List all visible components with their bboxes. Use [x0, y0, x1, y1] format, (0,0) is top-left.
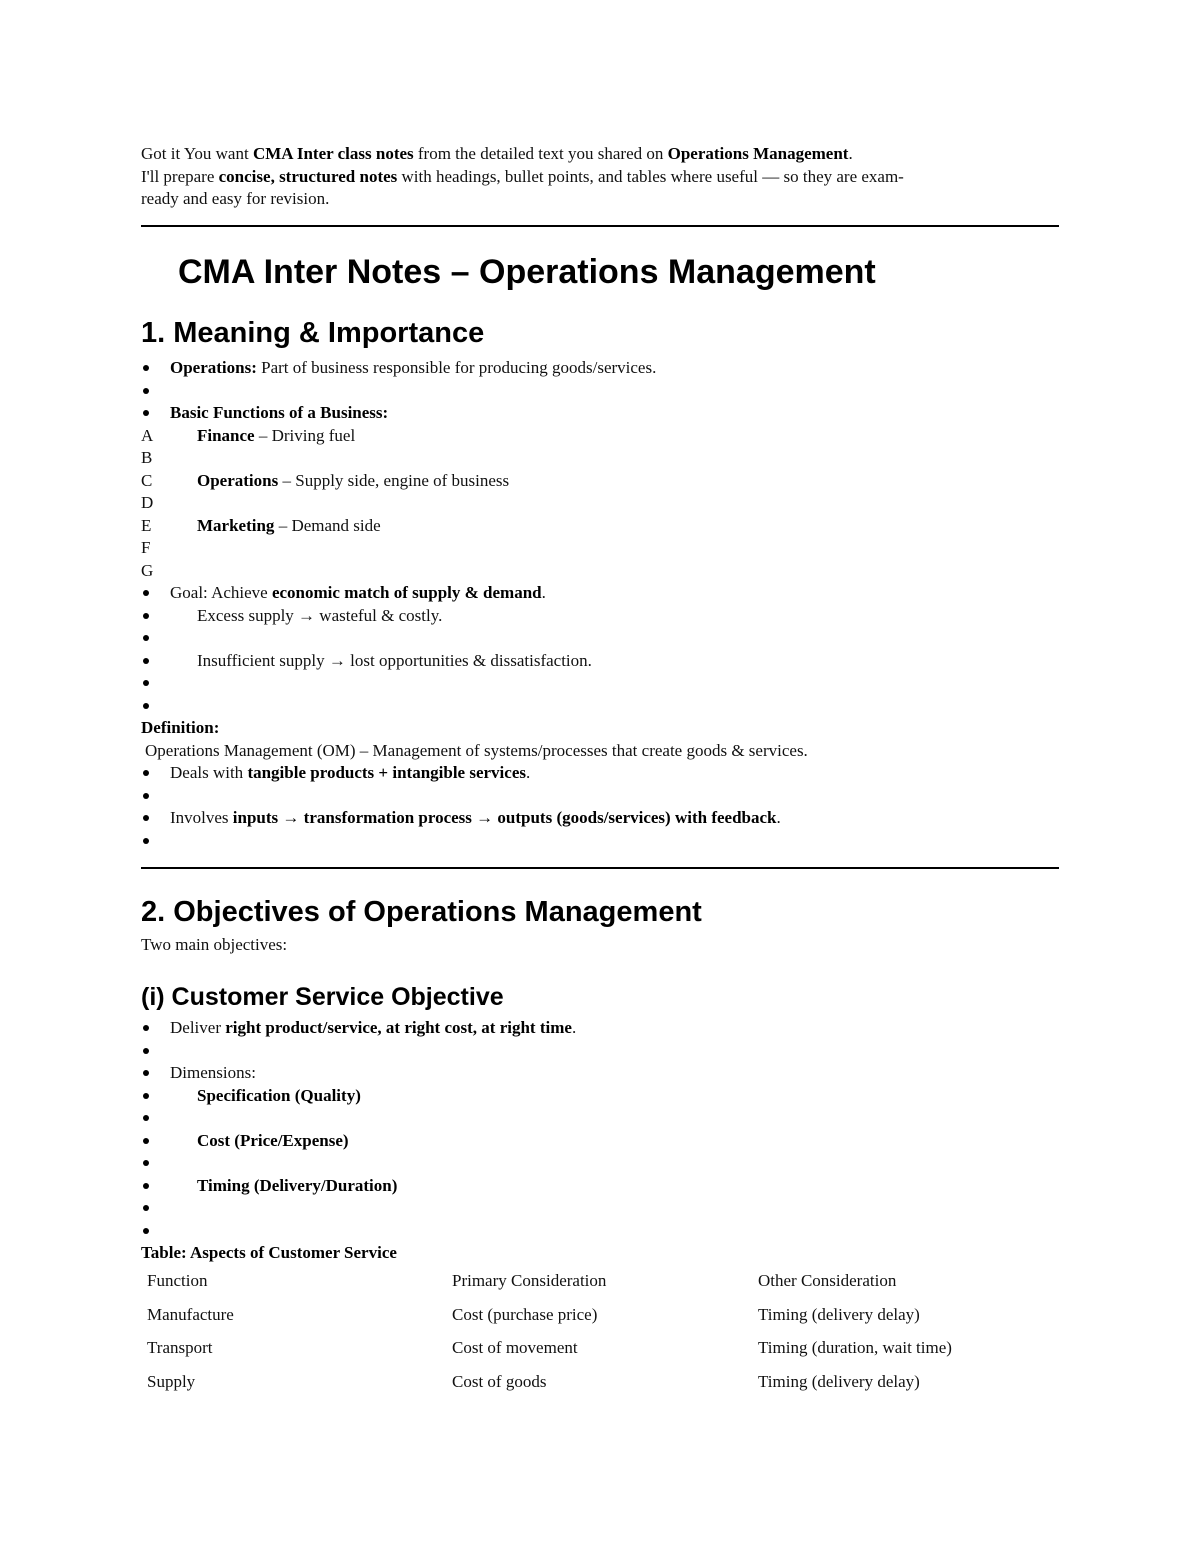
bullet-icon [143, 613, 149, 619]
bullet-icon [143, 410, 149, 416]
list-item [141, 1040, 1061, 1063]
bullet-icon [143, 838, 149, 844]
intro-line-3: ready and easy for revision. [141, 189, 330, 208]
definition-label: Definition: [141, 718, 220, 737]
intro-paragraph [141, 143, 1061, 211]
function-marker: D [141, 493, 154, 512]
bullet-icon [143, 1228, 149, 1234]
function-marker: G [141, 560, 154, 580]
bullet-icon [143, 365, 149, 371]
table-row [141, 1337, 1041, 1371]
table-header-cell: Function [147, 1271, 208, 1290]
page-title: CMA Inter Notes – Operations Management [178, 253, 876, 291]
table-cell: Timing (duration, wait time) [758, 1338, 952, 1357]
list-item [141, 1220, 1061, 1243]
list-item [141, 830, 1061, 853]
bullet-icon [143, 1160, 149, 1166]
table-header-cell: Other Consideration [758, 1271, 897, 1290]
list-item: Operations: Part of business responsible for producing goods/services. [141, 357, 1061, 380]
section-2-heading: 2. Objectives of Operations Management [141, 896, 702, 928]
list-item: Deals with tangible products + intangible services. [141, 762, 1061, 785]
bullet-icon [143, 815, 149, 821]
list-item: Basic Functions of a Business: [141, 402, 1061, 425]
table-cell: Supply [147, 1371, 196, 1391]
bullet-icon [143, 388, 149, 394]
list-item: Goal: Achieve economic match of supply & demand. [141, 582, 1061, 605]
table-header-cell: Primary Consideration [452, 1271, 607, 1290]
list-item [141, 785, 1061, 808]
bullet-icon [143, 1115, 149, 1121]
function-marker: F [141, 538, 151, 557]
list-item: Insufficient supply → lost opportunities & dissatisfaction. [141, 650, 1061, 673]
bullet-icon [143, 1183, 149, 1189]
bullet-icon [143, 1048, 149, 1054]
table-caption: Table: Aspects of Customer Service [141, 1243, 397, 1262]
horizontal-rule [141, 225, 1059, 227]
bullet-icon [143, 793, 149, 799]
list-item: Excess supply → wasteful & costly. [141, 605, 1061, 628]
list-item: Deliver right product/service, at right cost, at right time. [141, 1017, 1061, 1040]
bullet-icon [143, 1093, 149, 1099]
list-item: Timing (Delivery/Duration) [141, 1175, 1061, 1198]
list-item: Involves inputs → transformation process → outputs (goods/services) with feedback. [141, 807, 1061, 830]
bullet-icon [143, 1025, 149, 1031]
list-item [141, 1197, 1061, 1220]
list-item [141, 672, 1061, 695]
bullet-icon [143, 635, 149, 641]
function-item-operations: C Operations – Supply side, engine of business [141, 470, 510, 490]
table-cell: Manufacture [147, 1304, 234, 1324]
table-row [141, 1371, 1041, 1405]
bullet-icon [143, 703, 149, 709]
section-1-body [141, 357, 1061, 852]
horizontal-rule [141, 867, 1059, 869]
table-cell: Cost of goods [452, 1371, 547, 1391]
intro-line-2: I'll prepare concise, structured notes with headings, bullet points, and tables where useful — so they are exam- [141, 166, 904, 186]
list-item [141, 1152, 1061, 1175]
section-1-heading: 1. Meaning & Importance [141, 317, 485, 349]
table-row [141, 1304, 1041, 1338]
list-item: Dimensions: [141, 1062, 1061, 1085]
table-cell: Timing (delivery delay) [758, 1304, 920, 1324]
table-cell: Timing (delivery delay) [758, 1371, 920, 1391]
intro-line-1: Got it You want CMA Inter class notes from the detailed text you shared on Operations Management. [141, 144, 853, 163]
section-2-intro-text: Two main objectives: [141, 935, 288, 954]
definition-text: Operations Management (OM) – Management of systems/processes that create goods & services. [145, 740, 808, 760]
bullet-icon [143, 680, 149, 686]
list-item: Cost (Price/Expense) [141, 1130, 1061, 1153]
list-item: Specification (Quality) [141, 1085, 1061, 1108]
list-item [141, 1107, 1061, 1130]
bullet-icon [143, 1070, 149, 1076]
function-marker: B [141, 448, 153, 467]
bullet-icon [143, 1138, 149, 1144]
customer-service-heading: (i) Customer Service Objective [141, 983, 504, 1011]
function-item-finance: A Finance – Driving fuel [141, 425, 356, 445]
bullet-icon [143, 658, 149, 664]
table-header-row [141, 1270, 1041, 1304]
table-cell: Cost (purchase price) [452, 1304, 598, 1324]
section-2-body [141, 1017, 1061, 1265]
bullet-icon [143, 770, 149, 776]
table-cell: Transport [147, 1338, 213, 1357]
list-item [141, 627, 1061, 650]
table-cell: Cost of movement [452, 1338, 578, 1357]
function-item-marketing: E Marketing – Demand side [141, 515, 381, 535]
bullet-icon [143, 1205, 149, 1211]
list-item [141, 380, 1061, 403]
bullet-icon [143, 590, 149, 596]
section-2-intro [141, 934, 1061, 957]
customer-service-table [141, 1270, 1041, 1404]
list-item [141, 695, 1061, 718]
